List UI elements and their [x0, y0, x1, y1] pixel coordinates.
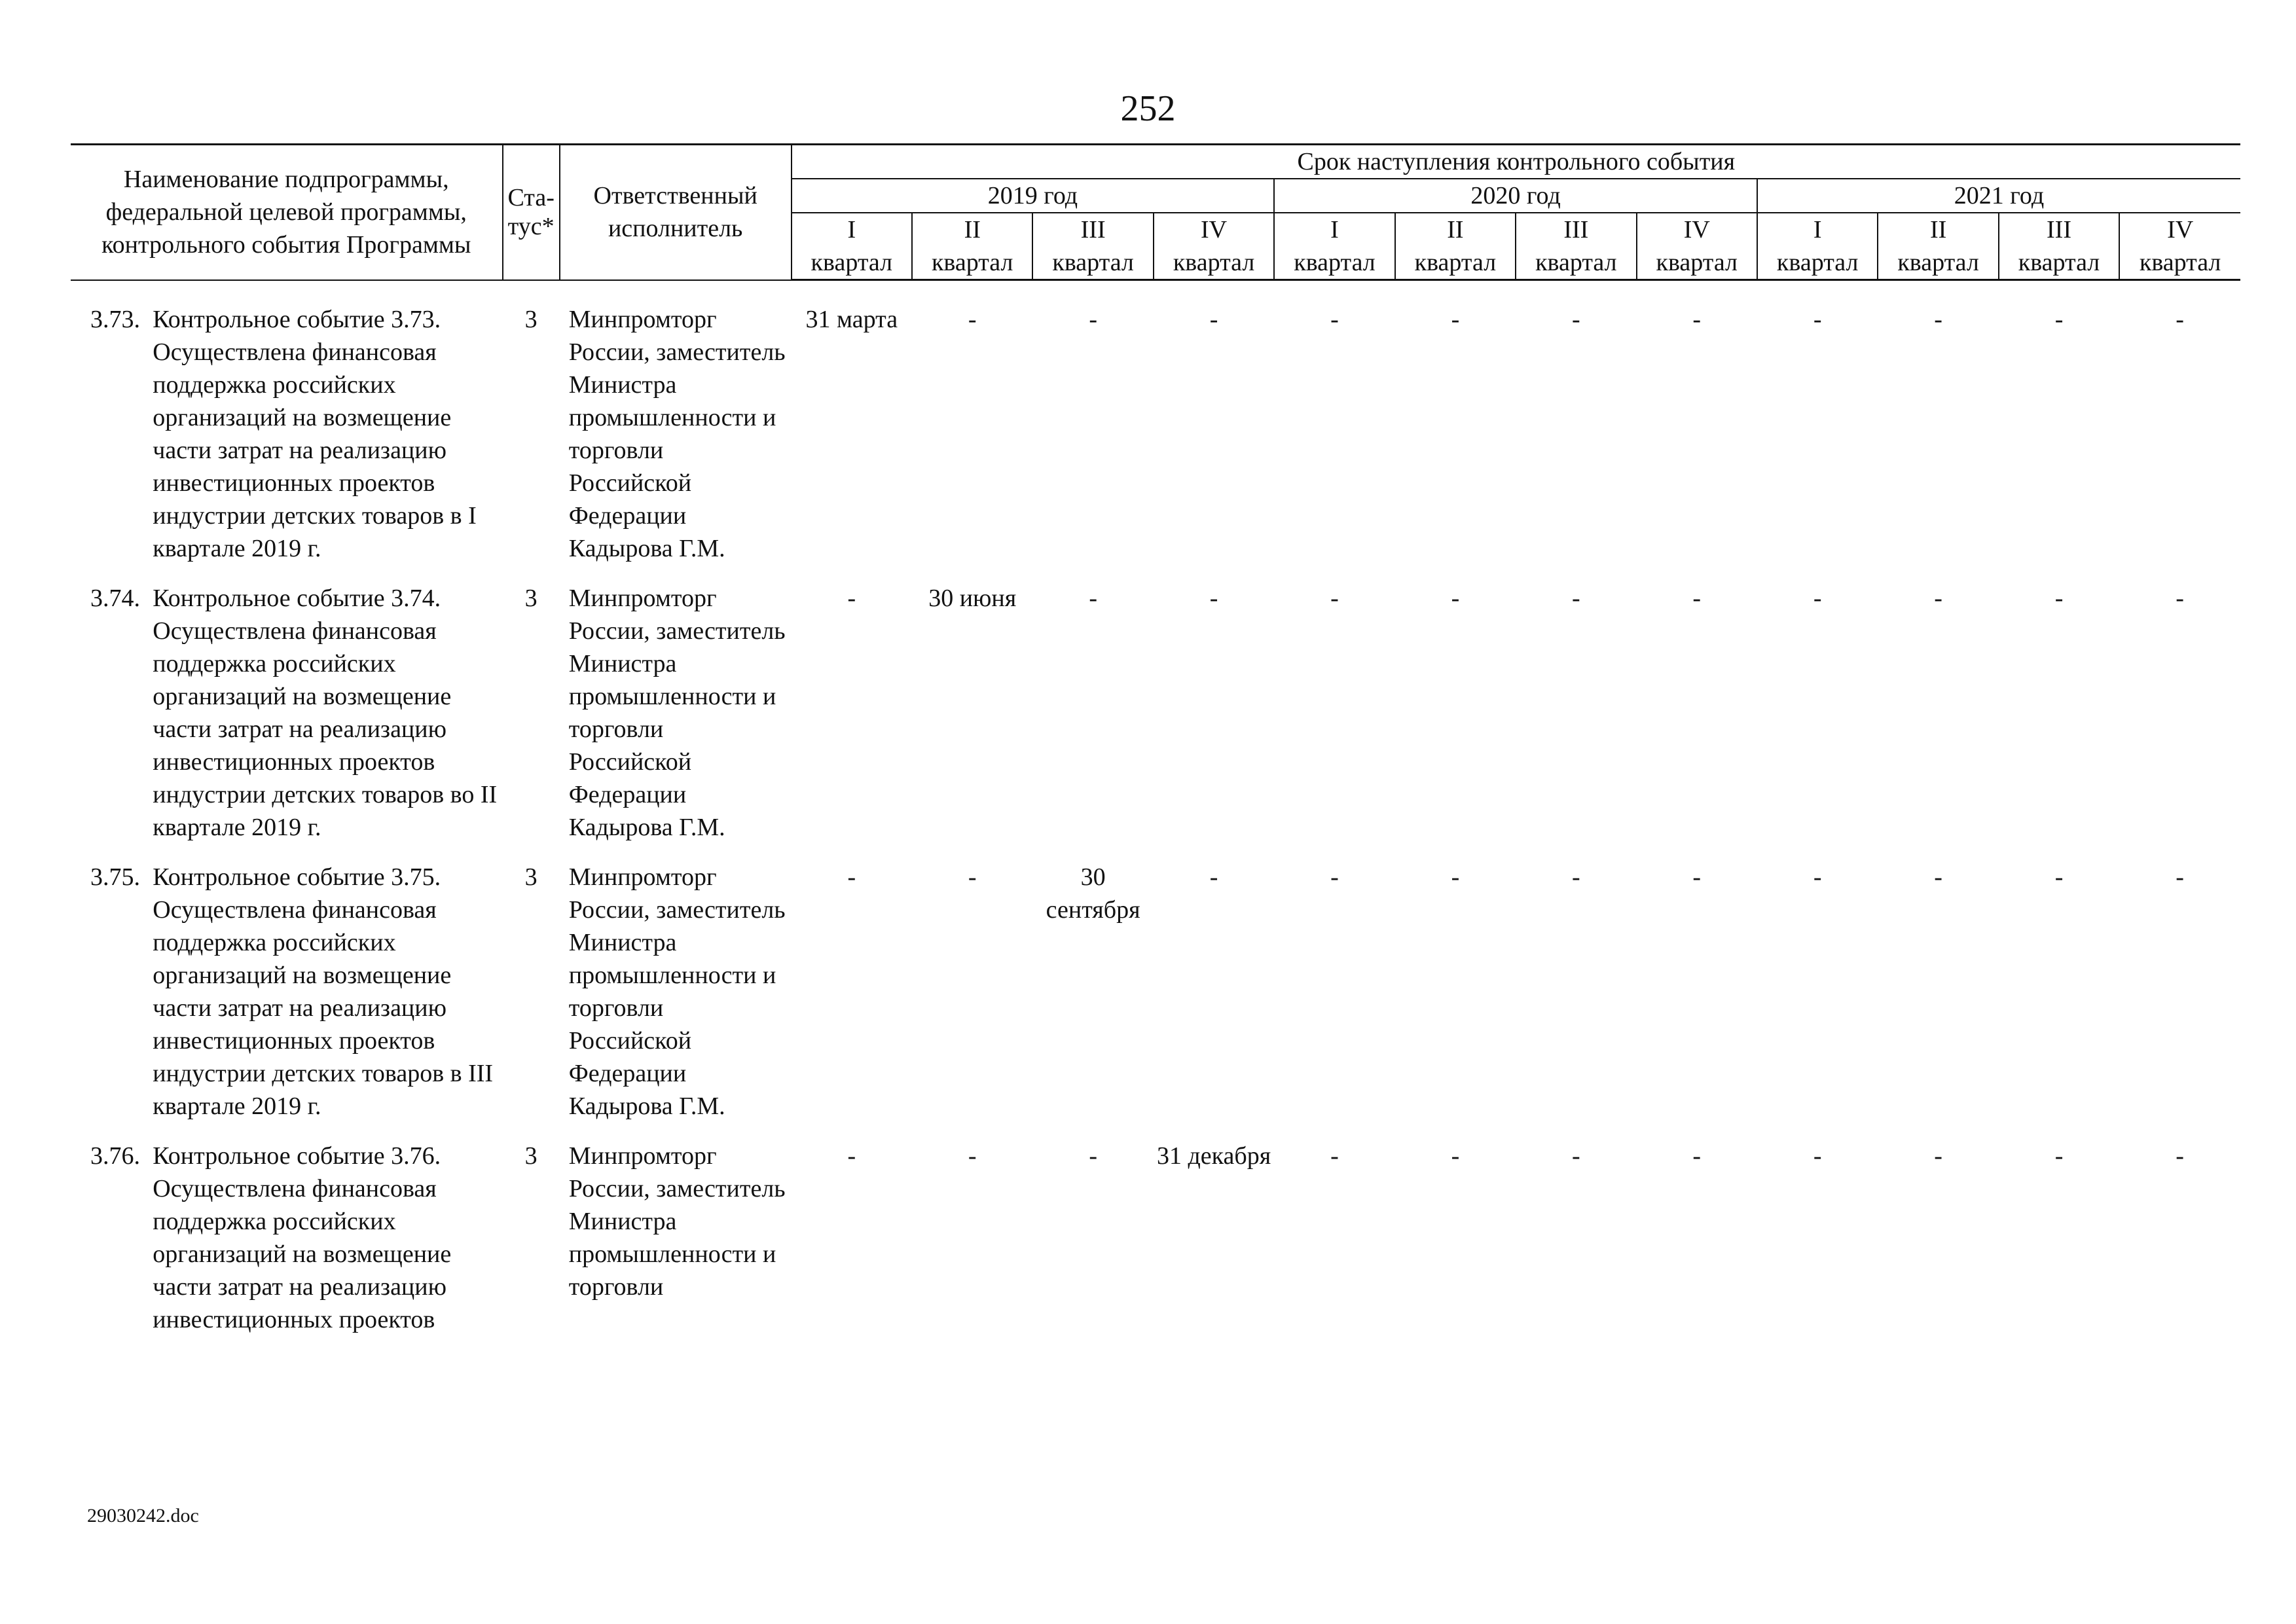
row-quarter-value: - [1209, 306, 1218, 333]
header-quarter-number: I [1274, 213, 1394, 246]
row-quarter-value: - [1330, 1142, 1339, 1170]
row-quarter-value: - [1572, 585, 1580, 612]
header-period-title: Срок наступления контрольного события [792, 145, 2240, 179]
header-quarter-number: I [1757, 213, 1878, 246]
row-quarter-value: 30 июня [928, 585, 1017, 612]
control-events-table [71, 143, 2240, 1336]
header-quarter-number: I [792, 213, 912, 246]
header-status-col [503, 145, 560, 280]
header-quarter-word: квартал [792, 246, 912, 280]
row-quarter-value: - [1451, 585, 1460, 612]
row-quarter-value: - [847, 863, 856, 891]
row-quarter-value: - [1089, 585, 1097, 612]
row-executor: Минпромторг России, заместитель Министра промышленности и торговли Российской Федерации Кадырова Г.М. [568, 863, 786, 1120]
header-quarter-word: квартал [1154, 246, 1274, 280]
row-quarter-value: - [1692, 585, 1702, 612]
row-quarter-value: - [1330, 863, 1339, 891]
footer-doc-code: 29030242.doc [87, 1505, 199, 1526]
row-quarter-value: - [1451, 1142, 1460, 1170]
row-quarter-value: - [968, 1142, 977, 1170]
table-row [71, 582, 2240, 844]
row-quarter-value: - [968, 306, 977, 333]
header-quarter-word: квартал [1274, 246, 1394, 280]
header-quarter-word: квартал [2119, 246, 2240, 280]
row-quarter-value: - [2054, 306, 2064, 333]
row-number: 3.76. [90, 1142, 140, 1170]
row-quarter-value: - [1451, 863, 1460, 891]
table-row [71, 303, 2240, 565]
row-executor: Минпромторг России, заместитель Министра промышленности и торговли [568, 1142, 786, 1301]
row-number: 3.73. [90, 306, 140, 333]
row-status: 3 [524, 1142, 538, 1170]
header-quarter-word: квартал [1516, 246, 1636, 280]
row-quarter-value: - [1934, 585, 1942, 612]
row-quarter-value: - [1813, 1142, 1822, 1170]
header-quarter-word: квартал [912, 246, 1032, 280]
header-quarter-number: IV [1637, 213, 1757, 246]
header-quarter-number: III [1999, 213, 2119, 246]
header-quarter-word: квартал [1395, 246, 1516, 280]
row-quarter-value: - [1209, 585, 1218, 612]
table-row [71, 861, 2240, 1123]
row-status: 3 [524, 585, 538, 612]
row-quarter-value: - [968, 863, 977, 891]
row-status: 3 [524, 306, 538, 333]
header-quarter-number: II [1878, 213, 1998, 246]
header-quarter-word: квартал [1999, 246, 2119, 280]
row-status: 3 [524, 863, 538, 891]
row-quarter-value: - [1089, 1142, 1097, 1170]
row-quarter-value: - [1089, 306, 1097, 333]
row-quarter-value: - [2176, 306, 2184, 333]
row-quarter-value: - [847, 585, 856, 612]
row-quarter-value: - [1934, 306, 1942, 333]
row-event-name: Контрольное событие 3.76. Осуществлена финансовая поддержка российских организаций на возмещение части затрат на реализацию инвестиционных проектов [153, 1142, 452, 1333]
header-status-bottom: тус* [507, 213, 555, 241]
row-quarter-value: - [2054, 863, 2064, 891]
row-quarter-value: - [2176, 585, 2184, 612]
row-executor: Минпромторг России, заместитель Министра промышленности и торговли Российской Федерации Кадырова Г.М. [568, 585, 786, 841]
header-quarter-word: квартал [1878, 246, 1998, 280]
row-quarter-value: - [2176, 863, 2184, 891]
row-event-name: Контрольное событие 3.74. Осуществлена финансовая поддержка российских организаций на возмещение части затрат на реализацию инвестиционных проектов индустрии детских товаров во II квартале 2019 г. [153, 585, 498, 841]
table-header [71, 145, 2240, 280]
row-quarter-value: - [1451, 306, 1460, 333]
header-quarter-number: IV [1154, 213, 1274, 246]
header-quarter-number: II [912, 213, 1032, 246]
row-executor: Минпромторг России, заместитель Министра промышленности и торговли Российской Федерации Кадырова Г.М. [568, 306, 786, 562]
row-quarter-value: - [1692, 306, 1702, 333]
header-executor-col: Ответственный исполнитель [560, 145, 792, 280]
row-quarter-value: - [1934, 863, 1942, 891]
row-quarter-value: - [1813, 585, 1822, 612]
header-quarter-number: II [1395, 213, 1516, 246]
header-quarter-word: квартал [1757, 246, 1878, 280]
row-quarter-value: 30 сентября [1046, 863, 1140, 924]
row-quarter-value: - [2054, 585, 2064, 612]
row-quarter-value: 31 декабря [1156, 1142, 1271, 1170]
header-quarter-word: квартал [1032, 246, 1153, 280]
header-quarter-word: квартал [1637, 246, 1757, 280]
row-quarter-value: - [847, 1142, 856, 1170]
header-year: 2021 год [1757, 179, 2240, 213]
row-quarter-value: - [1934, 1142, 1942, 1170]
header-quarter-number: IV [2119, 213, 2240, 246]
header-year: 2019 год [792, 179, 1275, 213]
header-name-col: Наименование подпрограммы, федеральной целевой программы, контрольного события Программы [71, 145, 503, 280]
row-quarter-value: - [1330, 306, 1339, 333]
row-quarter-value: - [2054, 1142, 2064, 1170]
header-quarter-number: III [1032, 213, 1153, 246]
row-quarter-value: - [1692, 863, 1702, 891]
row-event-name: Контрольное событие 3.73. Осуществлена финансовая поддержка российских организаций на возмещение части затрат на реализацию инвестиционных проектов индустрии детских товаров в I квартале 2019 г. [153, 306, 477, 562]
row-number: 3.75. [90, 863, 140, 891]
row-event-name: Контрольное событие 3.75. Осуществлена финансовая поддержка российских организаций на возмещение части затрат на реализацию инвестиционных проектов индустрии детских товаров в III квартале 2019 г. [153, 863, 494, 1120]
page-number: 252 [1120, 88, 1176, 129]
header-status-top: Ста- [507, 184, 555, 212]
row-number: 3.74. [90, 585, 140, 612]
row-quarter-value: - [1692, 1142, 1702, 1170]
row-quarter-value: - [1813, 863, 1822, 891]
row-quarter-value: - [1330, 585, 1339, 612]
header-year: 2020 год [1274, 179, 1757, 213]
row-quarter-value: - [1813, 306, 1822, 333]
row-quarter-value: - [1572, 306, 1580, 333]
table-row [71, 1140, 2240, 1336]
row-quarter-value: 31 марта [805, 306, 898, 333]
table-body [71, 280, 2240, 1337]
row-quarter-value: - [1572, 1142, 1580, 1170]
row-quarter-value: - [2176, 1142, 2184, 1170]
row-quarter-value: - [1572, 863, 1580, 891]
row-quarter-value: - [1209, 863, 1218, 891]
header-quarter-number: III [1516, 213, 1636, 246]
